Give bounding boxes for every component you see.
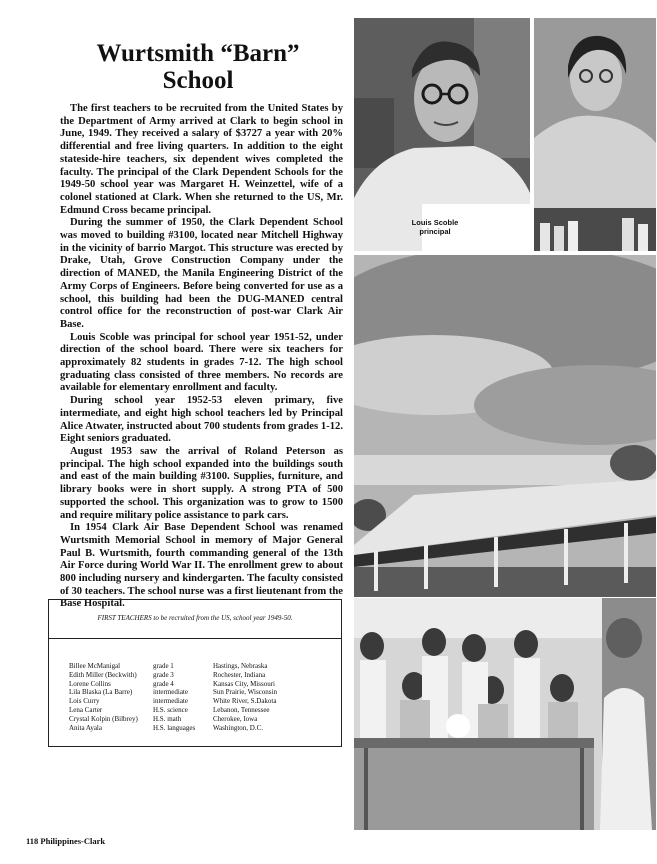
caption-role: principal	[419, 227, 451, 236]
first-teachers-caption	[49, 614, 341, 622]
teacher-at-desk-art	[534, 18, 656, 251]
barn-building-art	[354, 255, 656, 597]
principal-portrait-photo	[354, 18, 530, 251]
teacher-subject: H.S. math	[153, 714, 182, 723]
teacher-subject: grade 3	[153, 670, 174, 679]
article-title	[58, 40, 338, 94]
teacher-hometown: Cherokee, Iowa	[213, 714, 258, 723]
paragraph: Louis Scoble was principal for school year 1951-52, under direction of the school board. There were six teachers for approximately 82 students in grades 7-12. The high school graduating class consisted of three members. No records are available for elementary enrollment and faculty.	[60, 331, 343, 394]
teacher-hometown: White River, S.Dakota	[213, 697, 277, 706]
paragraph: August 1953 saw the arrival of Roland Peterson as principal. The high school expanded into the buildings south and east of the main building #3100. Supplies, furniture, and library books were in short supply. A strong PTA of 500 supported the school. This organization was to grow to 1500 and require military police assistance to park cars.	[60, 445, 343, 521]
teacher-at-desk-photo	[534, 18, 656, 251]
teacher-hometowns-column	[213, 662, 335, 732]
title-line-1: Wurtsmith “Barn”	[96, 40, 300, 67]
teachers-group-art	[354, 598, 656, 830]
teacher-subject: H.S. languages	[153, 723, 196, 732]
teacher-subject: intermediate	[153, 688, 188, 697]
paragraph: The first teachers to be recruited from the United States by the Department of Army arrived at Clark to begin school in June, 1949. They received a salary of $3727 a year with 20% differential and free living quarters. In addition to the eight stateside-hire teachers, six dependent wives completed the faculty. The principal of the Clark Dependent Schools for the 1949-50 school year was Margaret H. Weinzettel, wife of a colonel stationed at Clark. When she returned to the US, Mr. Edmund Cross became principal.	[60, 103, 343, 216]
teacher-hometown: Kansas City, Missouri	[213, 679, 275, 688]
teacher-name: Lois Curry	[69, 697, 100, 706]
teacher-subject: grade 1	[153, 662, 174, 670]
teacher-name: Lena Carter	[69, 705, 103, 714]
barn-building-photo	[354, 255, 656, 597]
teacher-subjects-column	[153, 662, 209, 732]
teacher-hometown: Hastings, Nebraska	[213, 662, 268, 670]
teacher-name: Crystal Kolpin (Bilbrey)	[69, 714, 138, 723]
teacher-name: Anita Ayala	[69, 723, 102, 732]
caption-lead: FIRST TEACHERS	[97, 614, 152, 622]
divider	[49, 638, 341, 639]
principal-photo-caption	[400, 218, 470, 236]
teacher-subject: grade 4	[153, 679, 174, 688]
principal-portrait-art	[354, 18, 530, 251]
paragraph: During the summer of 1950, the Clark Dependent School was moved to building #3100, located near Mitchell Highway in the vicinity of barrio Margot. This structure was erected by Drake, Utah, Grove Construction Company under the direction of MANED, the Manila Engineering District of the Army Corps of Engineers. Before being converted for use as a school, this building had been the DUG-MANED central control office for the reconstruction of post-war Clark Air Base.	[60, 217, 343, 330]
article-body	[60, 103, 343, 611]
teacher-subject: intermediate	[153, 697, 188, 706]
teacher-hometown: Lebanon, Tennessee	[213, 705, 270, 714]
paragraph: In 1954 Clark Air Base Dependent School was renamed Wurtsmith Memorial School in memory of Major General Paul B. Wurtsmith, fourth commanding general of the 13th Air Force during World War II. The enrollment grew to about 800 including nursery and kindergarten. The faculty consisted of 30 teachers. The school nurse was a first lieutenant from the Base Hospital.	[60, 522, 343, 610]
teachers-list	[69, 662, 335, 732]
teacher-hometown: Washington, D.C.	[213, 723, 263, 732]
teacher-name: Lila Blaska (La Barre)	[69, 688, 133, 697]
caption-rest: to be recruited from the US, school year 1949-50.	[151, 614, 293, 622]
first-teachers-box	[48, 599, 342, 747]
title-line-2: School	[162, 67, 234, 94]
paragraph: During school year 1952-53 eleven primary, five intermediate, and eight high school teachers led by Principal Alice Atwater, instructed about 700 students from grades 1-12. Eight seniors graduated.	[60, 395, 343, 445]
teacher-names-column	[69, 662, 149, 732]
caption-name: Louis Scoble	[411, 218, 459, 227]
teacher-hometown: Rochester, Indiana	[213, 670, 266, 679]
teacher-name: Edith Miller (Beckwith)	[69, 670, 137, 679]
teacher-name: Lorene Collins	[69, 679, 111, 688]
teacher-hometown: Sun Prairie, Wisconsin	[213, 688, 277, 697]
teachers-group-photo	[354, 598, 656, 830]
teacher-name: Billee McManigal	[69, 662, 121, 670]
page-folio: 118 Philippines-Clark	[26, 836, 106, 846]
teacher-subject: H.S. science	[153, 705, 188, 714]
